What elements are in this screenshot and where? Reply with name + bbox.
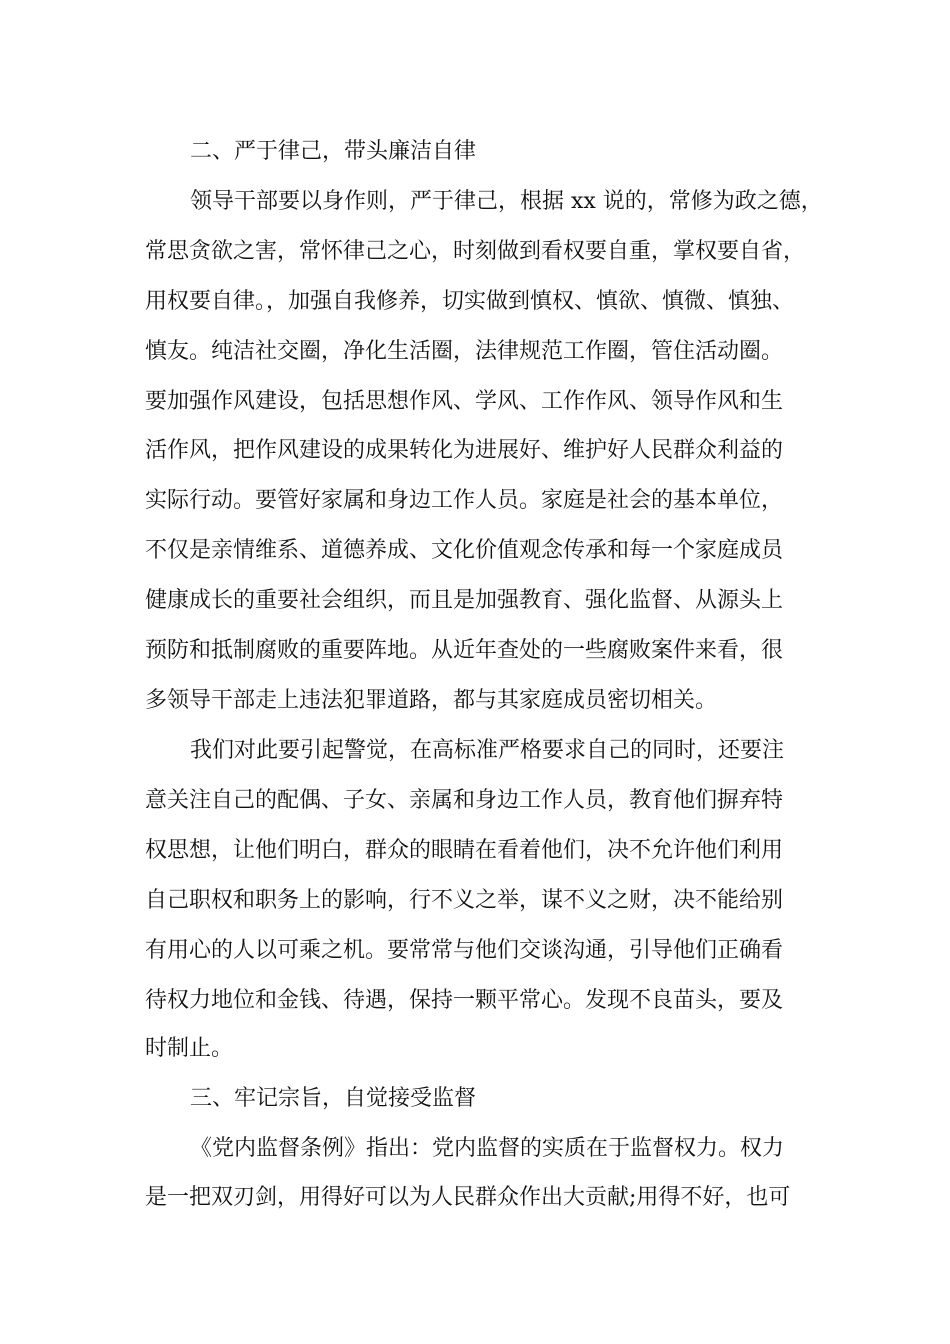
paragraph-line: 健康成长的重要社会组织，而且是加强教育、强化监督、从源头上 [145,588,784,613]
paragraph-line: 活作风，把作风建设的成果转化为进展好、维护好人民群众利益的 [145,438,784,463]
paragraph-line: 时制止。 [145,1036,234,1061]
paragraph-line: 慎友。纯洁社交圈，净化生活圈，法律规范工作圈，管住活动圈。 [145,339,784,364]
paragraph-line: 要加强作风建设，包括思想作风、学风、工作作风、领导作风和生 [145,389,784,414]
paragraph-line: 多领导干部走上违法犯罪道路，都与其家庭成员密切相关。 [145,688,718,713]
paragraph-line: 常思贪欲之害，常怀律己之心，时刻做到看权要自重，掌权要自省， [145,239,806,264]
paragraph-line: 有用心的人以可乘之机。要常常与他们交谈沟通，引导他们正确看 [145,938,784,963]
paragraph-line: 我们对此要引起警觉，在高标准严格要求自己的同时，还要注 [190,738,785,763]
paragraph-line: 意关注自己的配偶、子女、亲属和身边工作人员，教育他们摒弃特 [145,788,784,813]
paragraph-line: 不仅是亲情维系、道德养成、文化价值观念传承和每一个家庭成员 [145,538,784,563]
paragraph-line: 用权要自律。，加强自我修养，切实做到慎权、慎欲、慎微、慎独、 [145,289,795,314]
paragraph-line: 领导干部要以身作则，严于律己，根据 xx 说的，常修为政之德， [190,189,823,214]
paragraph-line: 是一把双刃剑，用得好可以为人民群众作出大贡献;用得不好，也可 [145,1185,791,1210]
paragraph-line: 《党内监督条例》指出：党内监督的实质在于监督权力。权力 [190,1136,785,1161]
section-heading-2: 二、严于律己，带头廉洁自律 [190,139,477,164]
paragraph-line: 实际行动。要管好家属和身边工作人员。家庭是社会的基本单位， [145,488,784,513]
paragraph-line: 权思想，让他们明白，群众的眼睛在看着他们，决不允许他们利用 [145,838,784,863]
paragraph-line: 自己职权和职务上的影响，行不义之举，谋不义之财，决不能给别 [145,888,784,913]
section-heading-3: 三、牢记宗旨，自觉接受监督 [190,1086,477,1111]
paragraph-line: 待权力地位和金钱、待遇，保持一颗平常心。发现不良苗头，要及 [145,988,784,1013]
paragraph-line: 预防和抵制腐败的重要阵地。从近年查处的一些腐败案件来看，很 [145,638,784,663]
